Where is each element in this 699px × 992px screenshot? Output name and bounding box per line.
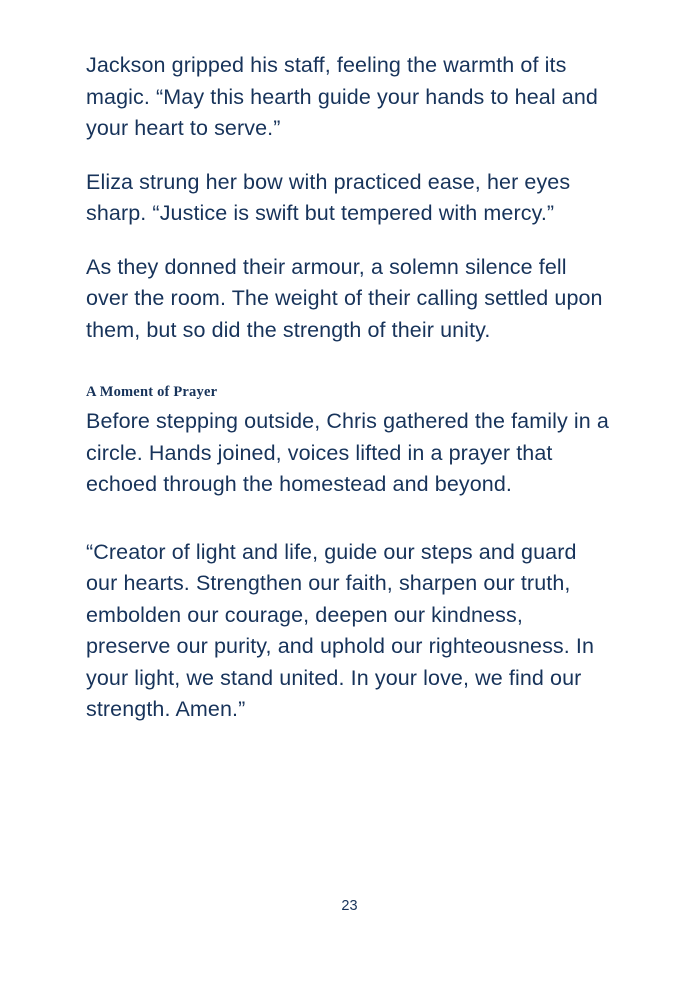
paragraph-jackson: Jackson gripped his staff, feeling the warmth of its magic. “May this hearth guide your hands to heal and your heart to serve.”: [86, 53, 598, 140]
section-heading-a-moment-of-prayer: A Moment of Prayer: [86, 384, 218, 400]
paragraph-eliza: Eliza strung her bow with practiced ease, her eyes sharp. “Justice is swift but tempered with mercy.”: [86, 169, 571, 225]
page-number: 23: [341, 898, 358, 914]
paragraph-prayer: “Creator of light and life, guide our steps and guard our hearts. Strengthen our faith, sharpen our truth, embolden our courage, deepen our kindness, preserve our purity, and uphold our righteousness. In your light, we stand united. In your love, we find our strength. Amen.”: [86, 539, 595, 721]
prayer-spacer: [86, 523, 613, 537]
paragraph-armour: As they donned their armour, a solemn silence fell over the room. The weight of their calling settled upon them, but so did the strength of their unity.: [86, 254, 603, 342]
section-spacer: [86, 368, 613, 382]
paragraph-before-stepping-outside: Before stepping outside, Chris gathered the family in a circle. Hands joined, voices lifted in a prayer that echoed through the homestead and beyond.: [86, 409, 609, 496]
